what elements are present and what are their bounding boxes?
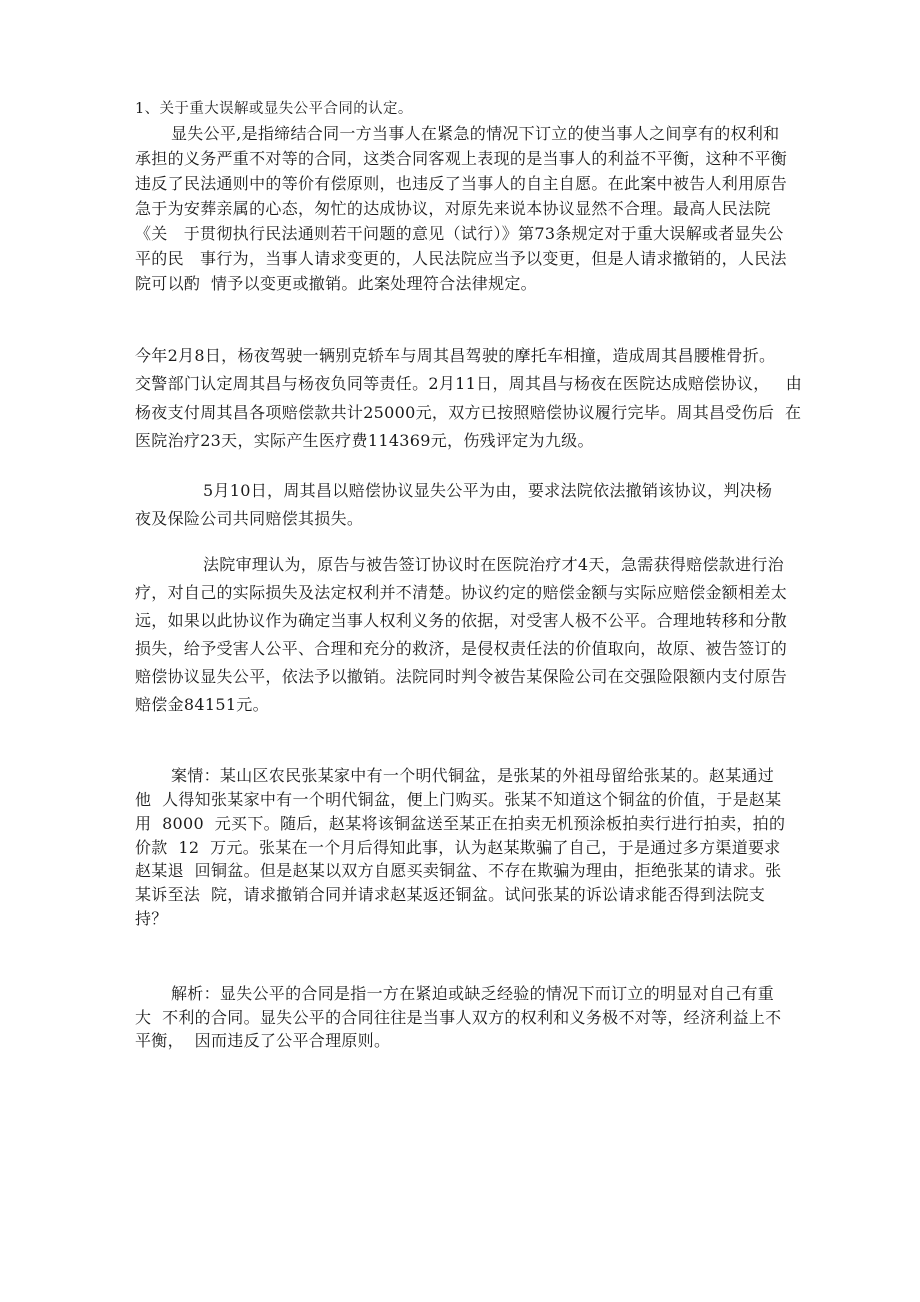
section2-line-2: 交警部门认定周其昌与杨夜负同等责任。2月11日，周其昌与杨夜在医院达成赔偿协议， 由 xyxy=(135,374,802,393)
section4-line-5: 赔偿协议显失公平，依法予以撤销。法院同时判令被告某保险公司在交强险限额内支付原告 xyxy=(135,667,788,686)
section2-line-4: 医院治疗23天，实际产生医疗费114369元，伤残评定为九级。 xyxy=(135,431,594,450)
section1-line-7: 院可以酌 情予以变更或撤销。此案处理符合法律规定。 xyxy=(135,274,537,293)
section3-line-1: 5月10日，周其昌以赔偿协议显失公平为由，要求法院依法撤销该协议，判决杨 xyxy=(203,481,773,500)
section1-heading: 1、关于重大误解或显失公平合同的认定。 xyxy=(135,101,413,117)
section5-line-3: 用 8000 元买下。随后，赵某将该铜盆送至某正在拍卖无机预涂板拍卖行进行拍卖，拍的 xyxy=(135,814,786,833)
section1-line-3: 违反了民法通则中的等价有偿原则，也违反了当事人的自主自愿。在此案中被告人利用原告 xyxy=(135,174,788,193)
section2-line-1: 今年2月8日，杨夜驾驶一辆别克轿车与周其昌驾驶的摩托车相撞，造成周其昌腰椎骨折。 xyxy=(135,346,776,365)
section4-line-2: 疗，对自己的实际损失及法定权利并不清楚。协议约定的赔偿金额与实际应赔偿金额相差太 xyxy=(135,583,788,602)
section2-line-3: 杨夜支付周其昌各项赔偿款共计25000元，双方已按照赔偿协议履行完毕。周其昌受伤后 在 xyxy=(135,403,802,422)
section6-line-3: 平衡， 因而违反了公平合理原则。 xyxy=(135,1031,391,1050)
section1-line-6: 平的民 事行为，当事人请求变更的，人民法院应当予以变更，但是人请求撤销的，人民法 xyxy=(135,249,787,268)
section5-line-4: 价款 12 万元。张某在一个月后得知此事，认为赵某欺骗了自己，于是通过多方渠道要求 xyxy=(135,838,781,857)
section6-line-1: 解析：显失公平的合同是指一方在紧迫或缺乏经验的情况下而订立的明显对自己有重 xyxy=(171,984,775,1003)
section5-line-6: 某诉至法 院，请求撤销合同并请求赵某返还铜盆。试问张某的诉讼请求能否得到法院支 xyxy=(135,885,766,904)
section1-line-2: 承担的义务严重不对等的合同，这类合同客观上表现的是当事人的利益不平衡，这种不平衡 xyxy=(135,149,788,168)
section1-line-4: 急于为安葬亲属的心态，匆忙的达成协议，对原先来说本协议显然不合理。最高人民法院 xyxy=(135,199,771,218)
section5-line-7: 持？ xyxy=(135,909,168,928)
section6-line-2: 大 不利的合同。显失公平的合同往往是当事人双方的权利和义务极不对等，经济利益上不 xyxy=(135,1008,782,1027)
section5-line-2: 他 人得知张某家中有一个明代铜盆，便上门购买。张某不知道这个铜盆的价值，于是赵某 xyxy=(135,790,782,809)
section4-line-1: 法院审理认为，原告与被告签订协议时在医院治疗才4天，急需获得赔偿款进行治 xyxy=(203,555,784,574)
section5-line-5: 赵某退 回铜盆。但是赵某以双方自愿买卖铜盆、不存在欺骗为理由，拒绝张某的请求。张 xyxy=(135,861,782,880)
section3-line-2: 夜及保险公司共同赔偿其损失。 xyxy=(135,509,364,528)
section4-line-6: 赔偿金84151元。 xyxy=(135,695,269,714)
section1-line-5: 《关 于贯彻执行民法通则若干问题的意见（试行）》第73条规定对于重大误解或者显失公 xyxy=(135,224,784,243)
section4-line-4: 损失，给予受害人公平、合理和充分的救济，是侵权责任法的价值取向，故原、被告签订的 xyxy=(135,639,788,658)
section4-line-3: 远，如果以此协议作为确定当事人权利义务的依据，对受害人极不公平。合理地转移和分散 xyxy=(135,611,788,630)
section1-line-1: 显失公平,是指缔结合同一方当事人在紧急的情况下订立的使当事人之间享有的权利和 xyxy=(171,124,780,143)
section5-line-1: 案情：某山区农民张某家中有一个明代铜盆，是张某的外祖母留给张某的。赵某通过 xyxy=(171,766,775,785)
